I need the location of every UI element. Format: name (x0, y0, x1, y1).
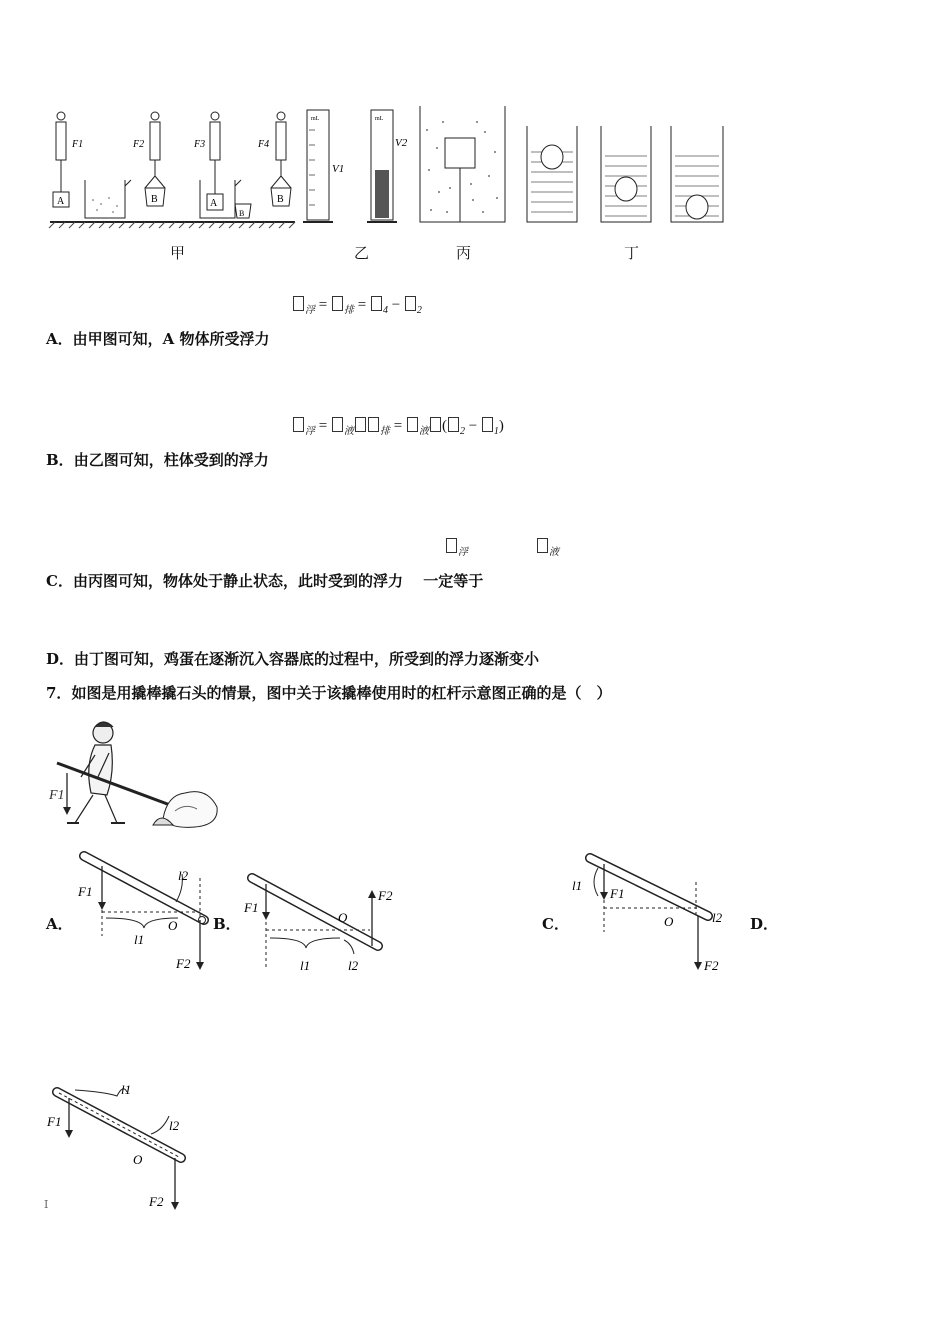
svg-text:mL: mL (311, 116, 320, 122)
svg-text:l2: l2 (178, 868, 189, 883)
svg-text:V2: V2 (395, 137, 408, 149)
svg-text:l2: l2 (712, 910, 723, 925)
scene-f1-label: F1 (49, 788, 65, 803)
lever-diagram-b (240, 870, 400, 980)
option-b: B．由乙图可知，柱体受到的浮力 (46, 451, 269, 469)
svg-text:F3: F3 (194, 139, 206, 150)
lever-diagram-d (45, 1080, 205, 1220)
choice-a-label[interactable]: A． (46, 915, 73, 933)
label-jia: 甲 (170, 244, 186, 262)
svg-text:B: B (277, 194, 284, 205)
svg-text:l2: l2 (348, 958, 359, 973)
svg-text:O: O (664, 914, 674, 929)
svg-text:O: O (338, 910, 348, 925)
svg-text:B: B (239, 209, 245, 218)
egg-sunk (686, 195, 708, 219)
svg-text:F1: F1 (610, 886, 625, 901)
svg-text:A: A (210, 198, 218, 209)
svg-text:F1: F1 (47, 1114, 62, 1129)
choice-b-label[interactable]: B． (213, 915, 241, 933)
svg-text:l1: l1 (121, 1082, 132, 1097)
question-7: 7．如图是用撬棒撬石头的情景，图中关于该撬棒使用时的杠杆示意图正确的是（ ） (46, 684, 612, 702)
option-d: D．由丁图可知，鸡蛋在逐渐沉入容器底的过程中，所受到的浮力逐渐变小 (46, 650, 540, 668)
svg-text:O: O (133, 1152, 143, 1167)
label-yi: 乙 (354, 244, 370, 262)
svg-text:l1: l1 (300, 958, 311, 973)
svg-text:O: O (168, 918, 178, 933)
lever-diagram-c (568, 848, 738, 978)
option-c: C．由丙图可知，物体处于静止状态，此时受到的浮力 一定等于 (46, 572, 484, 590)
force-f1-label: F1 (72, 139, 84, 150)
svg-text:F2: F2 (176, 956, 191, 971)
formula-a: $_浮$ = $_排$ = $_4$ − $_2$ (292, 296, 422, 316)
svg-text:F2: F2 (133, 139, 145, 150)
egg-suspended (615, 177, 637, 201)
svg-text:l1: l1 (134, 932, 145, 947)
formula-c2: 液 (536, 538, 559, 558)
svg-text:F2: F2 (149, 1194, 164, 1209)
svg-text:mL: mL (375, 116, 384, 122)
buoyancy-figure (45, 100, 745, 270)
svg-text:l2: l2 (169, 1118, 180, 1133)
svg-text:F4: F4 (258, 139, 270, 150)
svg-text:F1: F1 (78, 884, 93, 899)
svg-text:B: B (151, 194, 158, 205)
svg-text:F2: F2 (378, 888, 393, 903)
label-bing: 丙 (456, 244, 472, 262)
block-a-label: A (57, 196, 65, 207)
choice-c-label[interactable]: C． (542, 915, 569, 933)
crowbar-scene (45, 715, 225, 835)
svg-text:F1: F1 (244, 900, 259, 915)
svg-text:l1: l1 (572, 878, 583, 893)
label-ding: 丁 (624, 244, 640, 262)
lever-diagram-a (72, 848, 212, 978)
stray-mark: I (44, 1198, 49, 1211)
spring-scale-1 (53, 112, 69, 207)
svg-text:F2: F2 (704, 958, 719, 973)
formula-c1: 浮 (445, 538, 468, 558)
choice-d-label[interactable]: D． (750, 915, 779, 933)
option-a: A．由甲图可知，A 物体所受浮力 (46, 330, 270, 348)
formula-b: $_浮$ = $_液$ $_排$ = $_液$ ( $_2$ − $_1$) (292, 417, 504, 437)
egg-floating (541, 145, 563, 169)
svg-text:V1: V1 (332, 163, 345, 175)
